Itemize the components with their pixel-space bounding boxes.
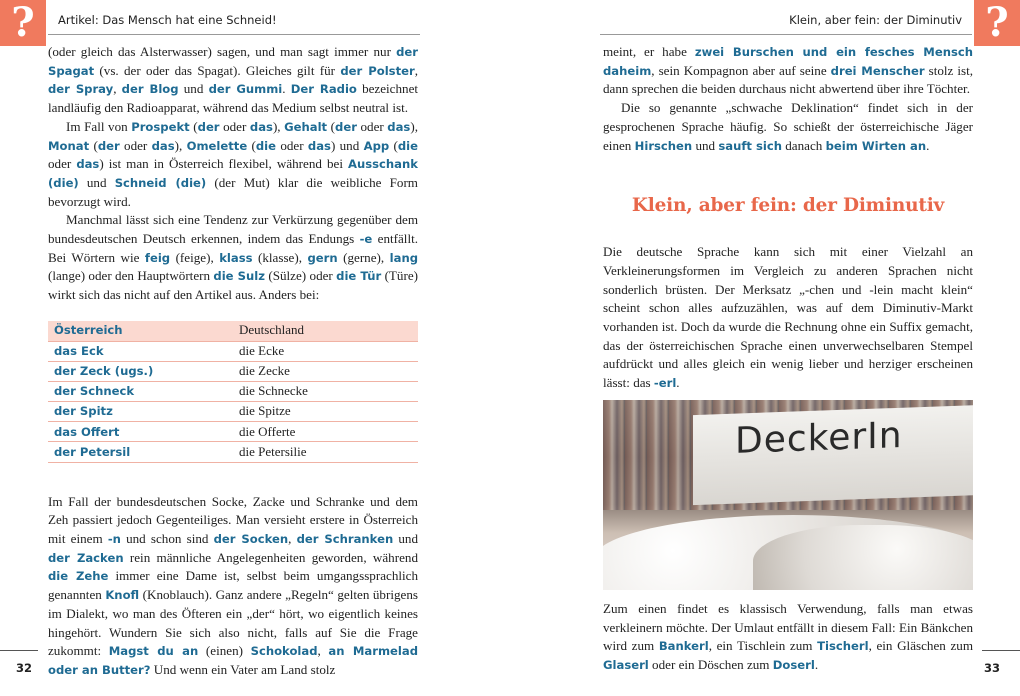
highlighted-term: die Zehe	[48, 569, 109, 584]
left-page-column	[48, 43, 418, 680]
highlighted-term: Ausschank (die)	[48, 157, 418, 190]
text-run: .	[676, 375, 680, 391]
text-run: (einen)	[198, 643, 251, 659]
highlighted-term: -n	[107, 532, 121, 547]
text-run: (	[89, 137, 98, 153]
highlighted-term: -erl	[653, 376, 677, 391]
table-cell-germany: die Zecke	[233, 361, 418, 381]
highlighted-term: Prospekt	[131, 119, 190, 134]
highlighted-term: App	[363, 138, 390, 153]
highlighted-term: die	[397, 138, 418, 153]
text-run: (der Mut) klar die weibliche Form bevorzugt wird.	[48, 174, 418, 209]
table-cell-austria: der Spitz	[48, 402, 233, 422]
highlighted-term: Gehalt	[284, 119, 328, 134]
text-run: (oder gleich das Alsterwasser) sagen, und man sagt immer nur	[48, 44, 397, 59]
running-header-right: Klein, aber fein: der Diminutiv	[789, 13, 962, 27]
table-header-germany: Deutschland	[233, 321, 418, 341]
text-run: (	[327, 118, 336, 134]
text-run: ) ist man in Österreich flexibel, während bei	[99, 156, 349, 172]
highlighted-term: der Schranken	[296, 532, 394, 547]
text-run: meint, er habe	[603, 44, 695, 59]
text-run: ,	[288, 531, 297, 547]
paragraph	[48, 43, 418, 118]
highlighted-term: Der Radio	[290, 82, 357, 97]
highlighted-term: der Spagat	[48, 45, 418, 78]
text-run: danach	[781, 137, 826, 153]
page-number-left: 32	[16, 661, 33, 675]
highlighted-term: Tischerl	[817, 639, 869, 654]
highlighted-term: Omelette	[186, 138, 248, 153]
text-run: (vs. der oder das Spagat). Gleiches gilt für	[94, 62, 341, 78]
highlighted-term: das	[151, 138, 175, 153]
highlighted-term: der Spray	[48, 82, 114, 97]
highlighted-term: -e	[359, 232, 373, 247]
highlighted-term: Knofl	[105, 588, 140, 603]
highlighted-term: Monat	[48, 138, 90, 153]
table-cell-austria: der Zeck (ugs.)	[48, 361, 233, 381]
highlighted-term: das	[387, 119, 411, 134]
text-run: bezeichnet landläufig den Radioapparat, während das Medium selbst neutral ist.	[48, 81, 419, 116]
highlighted-term: der Polster	[340, 63, 415, 78]
text-run: und	[78, 174, 115, 190]
text-run: , ein Tischlein zum	[708, 638, 818, 654]
highlighted-term: lang	[389, 250, 419, 265]
highlighted-term: das	[249, 119, 273, 134]
text-run: .	[282, 81, 291, 97]
highlighted-term: Schneid (die)	[114, 175, 207, 190]
text-run: ),	[174, 137, 187, 153]
text-run: Die so genannte „schwache Deklination“ findet sich in der gesprochenen Sprache häufig. So schießt der österreichische Jäger einen	[603, 100, 973, 153]
highlighted-term: das	[307, 138, 331, 153]
table-header-austria: Österreich	[48, 321, 233, 341]
text-run: (feige),	[170, 249, 220, 265]
text-run: oder	[219, 118, 250, 134]
text-run: ),	[410, 118, 418, 134]
paragraph	[48, 118, 418, 212]
sign-text: DeckerIn	[735, 414, 903, 462]
table-row	[48, 422, 418, 442]
text-run: (	[247, 137, 256, 153]
highlighted-term: drei Menscher	[830, 63, 925, 78]
bookshop-sign-photo	[603, 400, 973, 590]
question-mark-badge-right: ?	[974, 0, 1020, 46]
text-run: Und wenn ein Vater am Land stolz	[150, 661, 336, 677]
text-run: (Knoblauch). Ganz andere „Regeln“ gelten übrigens im Dialekt, wo man des Öfteren ein „der“ hört, wo eigentlich keines hingehört. Wundern Sie sich also nicht, falls auf Sie die Frage zukommt:	[48, 587, 418, 659]
text-run: und	[393, 531, 419, 547]
table-cell-austria: das Eck	[48, 341, 233, 361]
text-run: oder	[276, 137, 308, 153]
highlighted-term: klass	[219, 250, 253, 265]
paragraph	[603, 243, 973, 393]
text-run: Zum einen findet es klassisch Verwendung, falls man etwas verkleinern möchte. Der Umlaut entfällt in diesem Fall: Ein Bänkchen wird zum	[603, 600, 973, 654]
table-row	[48, 442, 418, 462]
text-run: Im Fall von	[66, 118, 132, 134]
header-rule-right	[600, 34, 972, 35]
highlighted-term: die	[255, 138, 277, 153]
table-cell-austria: der Petersil	[48, 442, 233, 462]
paragraph	[603, 43, 973, 99]
text-run: .	[926, 137, 930, 153]
table-row	[48, 361, 418, 381]
text-run: oder	[48, 156, 77, 172]
highlighted-term: die Sulz	[213, 269, 265, 284]
section-heading: Klein, aber fein: der Diminutiv	[631, 195, 945, 217]
table-row	[48, 381, 418, 401]
text-run: Im Fall der bundesdeutschen Socke, Zacke und Schranke und dem Zeh passiert jedoch Gegenteiliges. Man versieht erstere in Österreich mit einem	[48, 493, 418, 547]
text-run: stolz ist, dann sprechen die beiden durchaus nicht abwertend über ihre Töchter.	[603, 62, 973, 97]
highlighted-term: das	[76, 157, 100, 172]
highlighted-term: Bankerl	[658, 639, 709, 654]
text-run: ),	[272, 118, 285, 134]
highlighted-term: gern	[307, 250, 338, 265]
text-run: ) und	[330, 137, 364, 153]
highlighted-term: die Tür	[336, 269, 382, 284]
highlighted-term: der Gummi	[208, 82, 283, 97]
footer-rule-left	[0, 650, 38, 651]
text-run: Manchmal lässt sich eine Tendenz zur Verkürzung gegenüber dem bundesdeutschen Deutsch erkennen, indem das Endungs	[48, 212, 418, 247]
highlighted-term: der	[335, 119, 357, 134]
text-run: oder	[119, 137, 152, 153]
highlighted-term: sauft sich	[718, 138, 782, 153]
text-run: ,	[317, 643, 329, 659]
text-run: ,	[414, 62, 418, 78]
table-cell-germany: die Offerte	[233, 422, 418, 442]
footer-rule-right	[982, 650, 1020, 651]
text-run: und	[692, 137, 719, 153]
highlighted-term: der	[97, 138, 120, 153]
paragraph	[48, 493, 418, 680]
text-run: immer eine Dame ist, selbst beim umgangssprachlich genannten	[48, 568, 419, 603]
table-cell-germany: die Spitze	[233, 402, 418, 422]
highlighted-term: Hirschen	[634, 138, 693, 153]
text-run: rein männliche Angelegenheiten geworden, während	[123, 549, 418, 565]
highlighted-term: Magst du an	[108, 644, 199, 659]
highlighted-term: der Socken	[213, 532, 289, 547]
table-cell-germany: die Schnecke	[233, 381, 418, 401]
highlighted-term: der	[197, 119, 220, 134]
highlighted-term: Glaserl	[603, 657, 649, 672]
text-run: (Sülze) oder	[265, 268, 337, 284]
highlighted-term: Doserl	[772, 657, 815, 672]
highlighted-term: zwei Burschen und ein fesches Mensch daheim	[603, 45, 973, 78]
text-run: ,	[113, 81, 122, 97]
page-number-right: 33	[983, 661, 1000, 675]
text-run: entfällt. Bei Wörtern wie	[48, 231, 418, 265]
highlighted-term: beim Wirten an	[825, 138, 927, 153]
text-run: und	[178, 81, 209, 97]
paragraph	[603, 600, 973, 675]
highlighted-term: der Zacken	[48, 550, 124, 565]
text-run: oder ein Döschen zum	[648, 656, 773, 672]
right-page-column	[603, 43, 973, 675]
highlighted-term: der Blog	[121, 82, 179, 97]
text-run: , sein Kompagnon aber auf seine	[651, 62, 831, 78]
text-run: (	[189, 118, 198, 134]
text-run: Die deutsche Sprache kann sich mit einer Vielzahl an Verkleinerungsformen im Vergleich zu anderen Sprachen nicht sonderlich brüsten. Der Merksatz „-chen und -lein macht klein“ scheint schon alles aufzuzählen, was auf dem Diminutiv-Markt vorhanden ist. Doch da wurde die Rechnung ohne ein Suffix gemacht, das der österreichischen Sprache einen unverwechselbaren Stempel aufdrückt und alles gleich ein wenig lieber und herziger erscheinen lässt: das	[603, 244, 973, 391]
highlighted-term: an Marmelad oder an Butter?	[48, 644, 419, 677]
highlighted-term: feig	[144, 250, 171, 265]
table-cell-germany: die Ecke	[233, 341, 418, 361]
text-run: (Türe) wirkt sich das nicht auf den Artikel aus. Anders bei:	[48, 268, 419, 303]
text-run: (gerne),	[337, 249, 390, 265]
text-run: oder	[356, 118, 388, 134]
word-comparison-table	[48, 321, 418, 463]
text-run: (	[389, 137, 398, 153]
text-run: (lange) oder den Hauptwörtern	[48, 268, 214, 284]
text-run: .	[814, 656, 819, 672]
highlighted-term: Schokolad	[250, 644, 318, 659]
crochet-cushion	[753, 525, 973, 590]
running-header-left: Artikel: Das Mensch hat eine Schneid!	[58, 13, 277, 27]
table-header-row	[48, 321, 418, 341]
text-run: , ein Gläschen zum	[868, 638, 974, 654]
paragraph	[603, 99, 973, 155]
paragraph	[48, 211, 418, 305]
table-cell-austria: das Offert	[48, 422, 233, 442]
text-run: und schon sind	[120, 531, 214, 547]
text-run: (klasse),	[252, 249, 308, 265]
table-row	[48, 402, 418, 422]
table-cell-germany: die Petersilie	[233, 442, 418, 462]
table-cell-austria: der Schneck	[48, 381, 233, 401]
question-mark-badge-left: ?	[0, 0, 46, 46]
table-row	[48, 341, 418, 361]
header-rule-left	[48, 34, 420, 35]
